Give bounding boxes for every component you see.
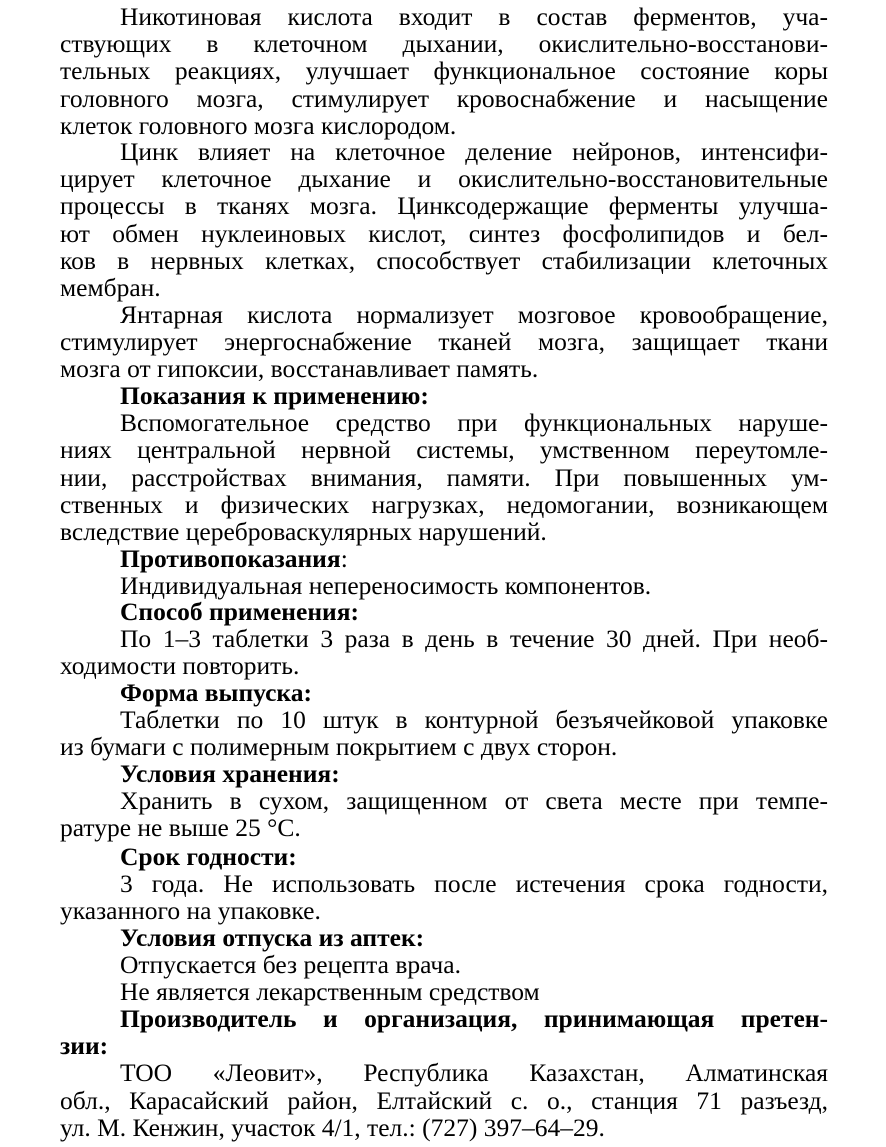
text-line: ул. М. Кенжин, участок 4/1, тел.: (727) 397–64–29. — [60, 1112, 605, 1142]
text-line: процессы в тканях мозга. Цинксодержащие ферменты улучша- — [60, 191, 828, 221]
text-line: мембран. — [60, 273, 161, 303]
text-line: По 1–3 таблетки 3 раза в день в течение 30 дней. При необ- — [120, 624, 828, 654]
section-release-form — [60, 679, 828, 761]
text-line: Индивидуальная непереносимость компонентов. — [120, 571, 652, 601]
section-shelf-life — [60, 843, 828, 925]
section-heading: Способ применения: — [120, 597, 359, 626]
text-line: нии, расстройствах внимания, памяти. При повышенных ум- — [60, 462, 828, 492]
section-manufacturer — [60, 1005, 828, 1141]
section-heading: Условия хранения: — [120, 759, 340, 788]
section-contraindications — [60, 545, 828, 599]
section-heading: Форма выпуска: — [120, 678, 312, 707]
section-heading-row — [120, 545, 828, 572]
section-indications — [60, 382, 828, 545]
text-line: 3 года. Не использовать после истечения срока годности, — [120, 869, 828, 899]
text-line: тельных реакциях, улучшает функциональное состояние коры — [60, 56, 828, 86]
section-heading-cont: зии: — [60, 1031, 109, 1061]
paragraph-zinc — [60, 138, 828, 301]
text-line: Никотиновая кислота входит в состав ферментов, уча- — [120, 2, 828, 31]
section-usage — [60, 598, 828, 680]
text-line: Таблетки по 10 штук в контурной безъячейковой упаковке — [120, 705, 828, 735]
paragraph-succinic-acid — [60, 301, 828, 383]
text-line: ственных и физических нагрузках, недомогании, возникающем — [60, 489, 828, 519]
text-line: ниях центральной нервной системы, умственном переутомле- — [60, 435, 828, 465]
text-line: цирует клеточное дыхание и окислительно-восстановительные — [60, 164, 828, 194]
text-line: обл., Карасайский район, Елтайский с. о., станция 71 разъезд, — [60, 1085, 828, 1115]
section-heading: Показания к применению: — [120, 381, 429, 410]
section-dispensing — [60, 924, 828, 1006]
text-line: Янтарная кислота нормализует мозговое кровообращение, — [120, 300, 828, 329]
text-line: Не является лекарственным средством — [120, 977, 540, 1007]
text-line: мозга от гипоксии, восстанавливает память. — [60, 354, 539, 384]
text-line: ков в нервных клетках, способствует стабилизации клеточных — [60, 245, 828, 275]
heading-colon: : — [340, 544, 348, 573]
text-line: Вспомогательное средство при функциональных наруше- — [120, 408, 828, 438]
text-line: вследствие цереброваскулярных нарушений. — [60, 517, 547, 547]
text-line: Отпускается без рецепта врача. — [120, 950, 461, 980]
text-line: клеток головного мозга кислородом. — [60, 110, 457, 140]
text-line: ТОО «Леовит», Республика Казахстан, Алматинская — [120, 1058, 828, 1088]
text-line: ходимости повторить. — [60, 651, 300, 681]
paragraph-nicotinic-acid — [60, 3, 828, 139]
section-heading: Противопоказания — [120, 544, 341, 573]
section-heading: Срок годности: — [120, 842, 297, 871]
text-line: из бумаги с полимерным покрытием с двух сторон. — [60, 732, 618, 762]
text-line: стимулирует энергоснабжение тканей мозга, защищает ткани — [60, 327, 828, 357]
text-line: ратуре не выше 25 °С. — [60, 813, 301, 843]
section-heading: Условия отпуска из аптек: — [120, 923, 425, 952]
text-line: головного мозга, стимулирует кровоснабжение и насыщение — [60, 83, 828, 113]
section-heading: Производитель и организация, принимающая претен- — [120, 1004, 828, 1033]
text-line: Хранить в сухом, защищенном от света месте при темпе- — [120, 786, 828, 816]
text-line: указанного на упаковке. — [60, 896, 321, 926]
section-storage — [60, 760, 828, 842]
text-line: ствующих в клеточном дыхании, окислительно-восстанови- — [60, 29, 828, 59]
text-line: ют обмен нуклеиновых кислот, синтез фосфолипидов и бел- — [60, 218, 828, 248]
text-line: Цинк влияет на клеточное деление нейронов, интенсифи- — [120, 137, 828, 166]
